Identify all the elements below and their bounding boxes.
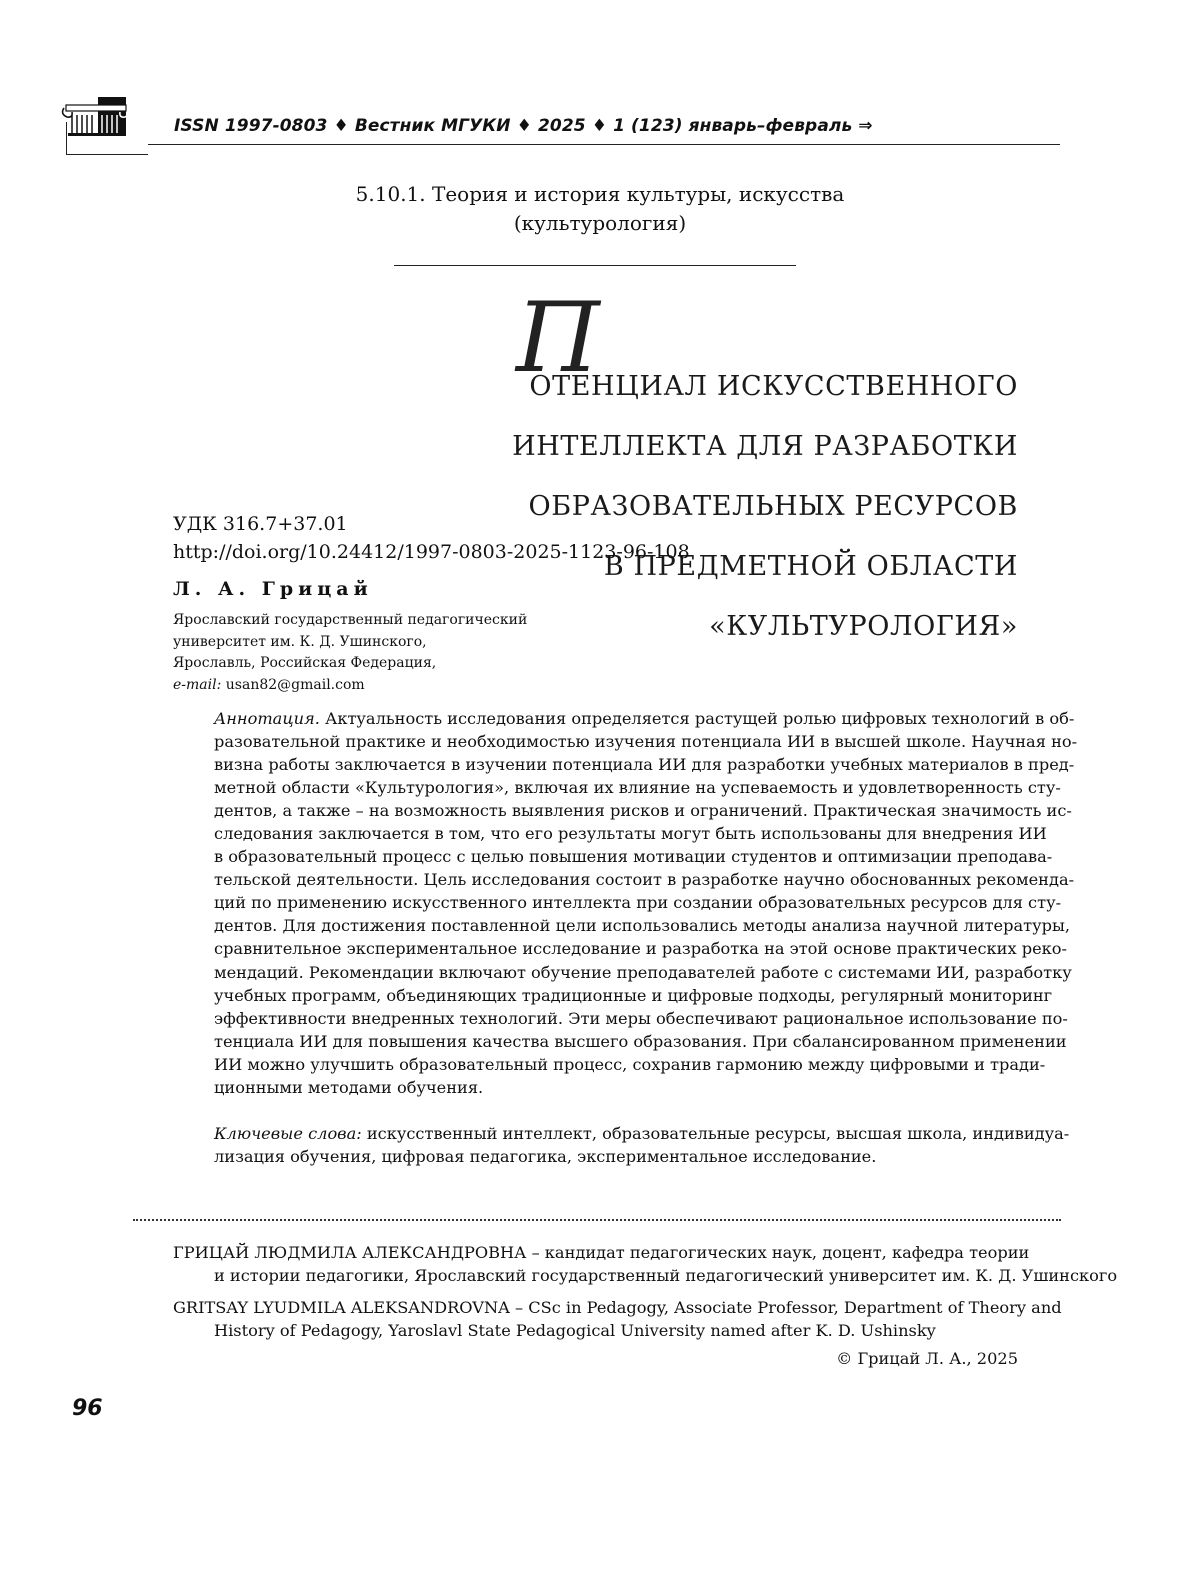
author-bio-ru <box>173 1241 1118 1287</box>
author-bio-en <box>173 1296 1062 1342</box>
keywords <box>214 1122 1070 1168</box>
author-name: Л. А. Грицай <box>173 578 373 600</box>
bio-line: History of Pedagogy, Yaroslavl State Pedagogical University named after K. D. Ushinsky <box>214 1321 936 1340</box>
email-line <box>173 675 527 697</box>
rubric-line: (культурология) <box>513 211 687 235</box>
journal-logo <box>58 95 148 155</box>
abstract-line: мендаций. Рекомендации включают обучение преподавателей работе с системами ИИ, разработку <box>214 962 1072 982</box>
abstract-line: разовательной практике и необходимостью изучения потенциала ИИ в высшей школе. Научная но- <box>214 732 1078 752</box>
header-rule <box>148 144 1060 145</box>
title-line: В ПРЕДМЕТНОЙ ОБЛАСТИ <box>603 551 1018 582</box>
email-link[interactable]: usan82@gmail.com <box>225 676 365 693</box>
abstract-line: ций по применению искусственного интеллекта при создании образовательных ресурсов для сту- <box>214 893 1062 913</box>
abstract-line: визна работы заключается в изучении потенциала ИИ для разработки учебных материалов в пред- <box>214 755 1075 775</box>
affiliation-line: Ярославский государственный педагогический <box>173 612 528 628</box>
abstract-label: Аннотация. <box>214 709 320 728</box>
title-line: «КУЛЬТУРОЛОГИЯ» <box>709 611 1018 642</box>
abstract <box>214 707 1078 1099</box>
abstract-line: дентов. Для достижения поставленной цели использовались методы анализа научной литературы, <box>214 916 1071 936</box>
abstract-line: в образовательный процесс с целью повышения мотивации студентов и оптимизации преподава- <box>214 847 1053 867</box>
affiliation-line: университет им. К. Д. Ушинского, <box>173 633 427 650</box>
abstract-line: ционными методами обучения. <box>214 1077 484 1097</box>
abstract-line: Аннотация. Актуальность исследования определяется растущей ролью цифровых технологий в об- <box>214 709 1075 728</box>
title-line: ОТЕНЦИАЛ ИСКУССТВЕННОГО <box>529 371 1018 402</box>
copyright: © Грицай Л. А., 2025 <box>836 1349 1018 1368</box>
abstract-line: тельской деятельности. Цель исследования состоит в разработке научно обоснованных рекоменда- <box>214 870 1075 890</box>
abstract-line: эффективности внедренных технологий. Эти меры обеспечивают рациональное использование по- <box>214 1008 1068 1028</box>
page-number: 96 <box>72 1396 103 1421</box>
title-drop-cap: П <box>516 282 600 394</box>
doi-link[interactable]: http://doi.org/10.24412/1997-0803-2025-1123-96-108 <box>173 541 690 563</box>
divider <box>394 265 796 266</box>
dotted-separator <box>133 1219 1061 1221</box>
keywords-line: лизация обучения, цифровая педагогика, экспериментальное исследование. <box>214 1147 877 1167</box>
abstract-line: ИИ можно улучшить образовательный процесс, сохранив гармонию между цифровыми и тради- <box>214 1054 1046 1074</box>
abstract-line: тенциала ИИ для повышения качества высшего образования. При сбалансированном применении <box>214 1031 1067 1051</box>
abstract-line: следования заключается в том, что его результаты могут быть использованы для внедрения ИИ <box>214 824 1047 844</box>
bio-line: GRITSAY LYUDMILA ALEKSANDROVNA – CSc in Pedagogy, Associate Professor, Department of Theory and <box>173 1298 1062 1317</box>
bio-line: и истории педагогики, Ярославский государственный педагогический университет им. К. Д. Ушинского <box>214 1266 1118 1285</box>
article-title <box>512 342 1018 672</box>
abstract-line: метной области «Культурология», включая их влияние на успеваемость и удовлетворенность сту- <box>214 778 1061 798</box>
author-affiliation <box>173 610 527 696</box>
affiliation-line: Ярославль, Российская Федерация, <box>173 655 437 671</box>
email-label: e-mail: <box>173 676 222 693</box>
rubric-line: 5.10.1. Теория и история культуры, искусства <box>355 182 845 206</box>
running-head: ISSN 1997-0803 ♦ Вестник МГУКИ ♦ 2025 ♦ 1 (123) январь–февраль ⇒ <box>174 116 873 136</box>
header-corner-line <box>66 122 67 154</box>
keywords-line: Ключевые слова: искусственный интеллект, образовательные ресурсы, высшая школа, индивидуа- <box>214 1124 1070 1143</box>
title-line: ОБРАЗОВАТЕЛЬНЫХ РЕСУРСОВ <box>528 491 1018 522</box>
rubric <box>300 180 900 238</box>
header-corner-line <box>66 154 148 155</box>
abstract-line: сравнительное экспериментальное исследование и разработка на этой основе практических реко- <box>214 939 1068 959</box>
abstract-line: дентов, а также – на возможность выявления рисков и ограничений. Практическая значимость ис- <box>214 801 1072 821</box>
title-line: ИНТЕЛЛЕКТА ДЛЯ РАЗРАБОТКИ <box>512 431 1018 462</box>
bio-line: ГРИЦАЙ ЛЮДМИЛА АЛЕКСАНДРОВНА – кандидат педагогических наук, доцент, кафедра теории <box>173 1243 1030 1262</box>
article-meta <box>173 510 690 566</box>
abstract-line: учебных программ, объединяющих традиционные и цифровые подходы, регулярный мониторинг <box>214 985 1053 1005</box>
keywords-label: Ключевые слова: <box>214 1124 362 1143</box>
udk: УДК 316.7+37.01 <box>173 513 348 535</box>
